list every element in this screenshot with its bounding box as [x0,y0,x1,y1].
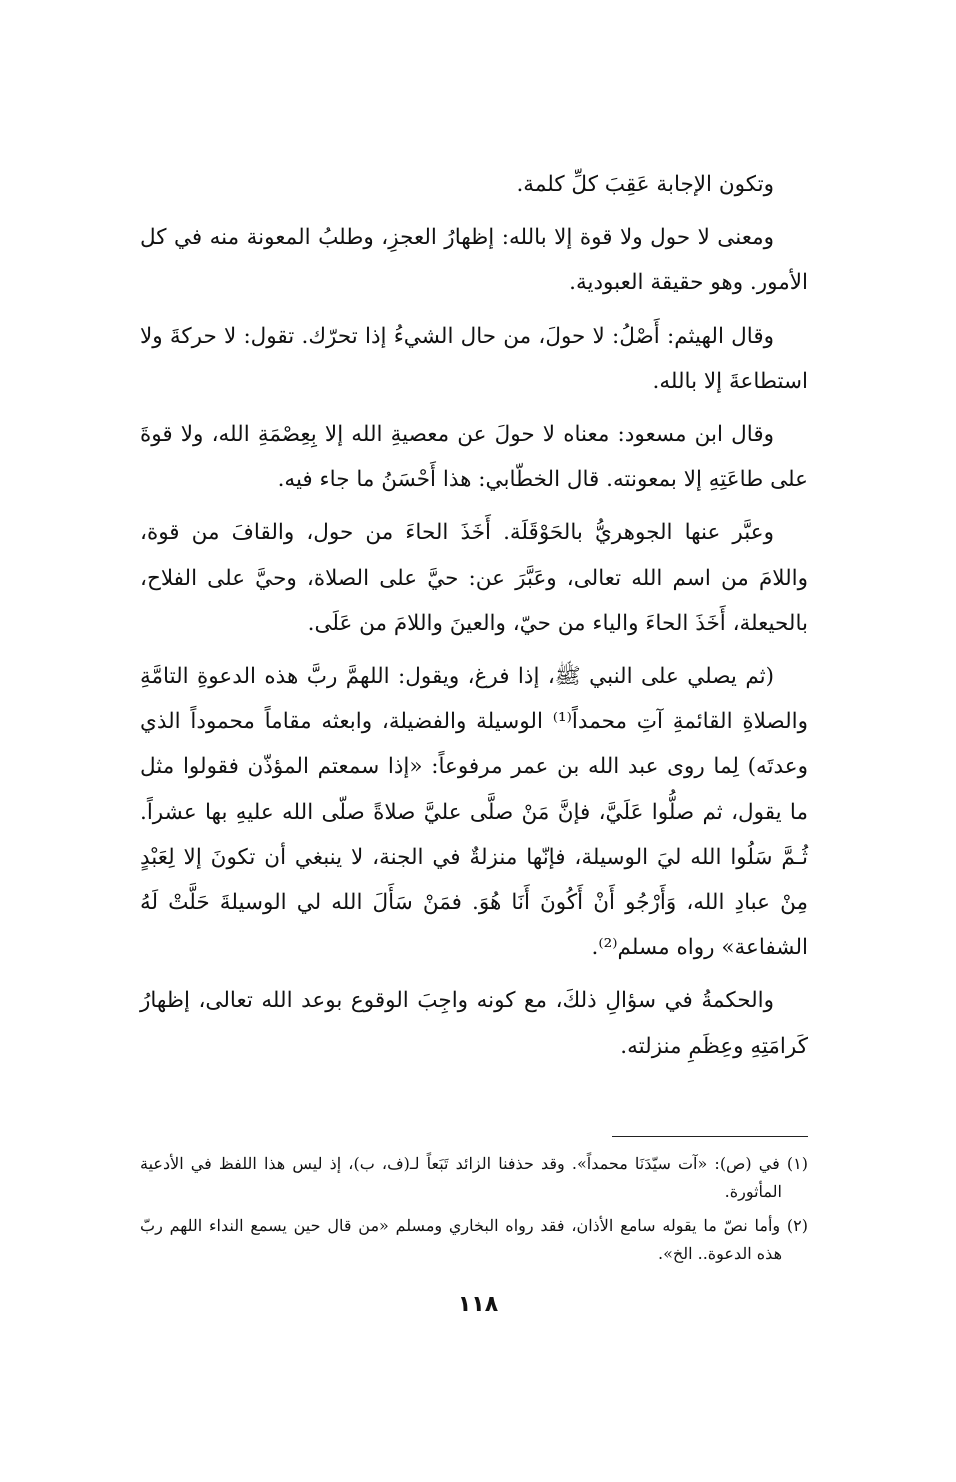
footnote-divider [612,1136,808,1137]
paragraph-3: وقال الهيثم: أَصْلُ: لا حولَ، من حال الشيءُ إذا تحرّك. تقول: لا حركةَ ولا استطاعةَ إلا بالله. [140,323,808,394]
paragraph-1: وتكون الإجابة عَقِبَ كلِّ كلمة. [516,172,774,197]
paragraph-7: والحكمةُ في سؤالِ ذلكَ، مع كونه واجِبَ الوقوع بوعد الله تعالى، إظهارُ كَرامَتِهِ وعِظَمِ منزلته. [140,988,808,1059]
main-text [140,162,808,1077]
paragraph-2: ومعنى لا حول ولا قوة إلا بالله: إظهارُ العجزِ، وطلبُ المعونة منه في كل الأمور. وهو حقيقة العبودية. [140,225,808,296]
footnote-1: (١) في (ص): «آت سيّدَنَا محمداً». وقد حذفنا الزائد تَبَعاً لـ(ف، ب)، إذ ليس هذا اللفظ في الأدعية المأثورة. [140,1154,808,1201]
footnote-2: (٢) وأما نصّ ما يقوله سامع الأذان، فقد رواه البخاري ومسلم «من قال حين يسمع النداء اللهم ربّ هذه الدعوة.. الخ». [140,1216,808,1263]
paragraph-6: (ثم يصلي على النبي ﷺ، إذا فرغ، ويقول: اللهمَّ ربَّ هذه الدعوةِ التامَّةِ والصلاةِ القائمةِ آتِ محمداً⁽¹⁾ الوسيلة والفضيلة، وابعثه مقاماً محموداً الذي وعدتَه) لِما روى عبد الله بن عمر مرفوعاً: «إذا سمعتم المؤذّن فقولوا مثل ما يقول، ثم صلُّوا عَلَيَّ، فإنَّ مَنْ صلَّى عليَّ صلاةً صلّى الله عليهِ بها عشراً. ثُـمَّ سَلُوا الله ليَ الوسيلة، فإنّها منزلةٌ في الجنة، لا ينبغي أن تكونَ إلا لِعَبْدٍ مِنْ عبادِ الله، وَأَرْجُو أَنْ أَكُونَ أَنَا هُوَ. فمَنْ سَأَلَ الله لي الوسيلةَ حَلَّتْ لَهُ الشفاعة» رواه مسلم⁽²⁾. [140,664,808,961]
paragraph-4: وقال ابن مسعود: معناه لا حولَ عن معصيةِ الله إلا بِعِصْمَةِ الله، ولا قوةَ على طاعَتِهِ إلا بمعونته. قال الخطّابي: هذا أَحْسَنُ ما جاء فيه. [140,422,808,493]
page-number: ١١٨ [457,1292,499,1317]
footnotes [140,1150,808,1274]
paragraph-5: وعبَّر عنها الجوهريُّ بالحَوْقَلَة. أَخَذَ الحاءَ من حول، والقافَ من قوة، واللامَ من اسم الله تعالى، وعَبَّرَ عن: حيَّ على الصلاة، وحيَّ على الفلاح، بالحيعلة، أَخَذَ الحاءَ والياء من حيّ، والعينَ واللامَ من عَلَى. [140,520,808,636]
